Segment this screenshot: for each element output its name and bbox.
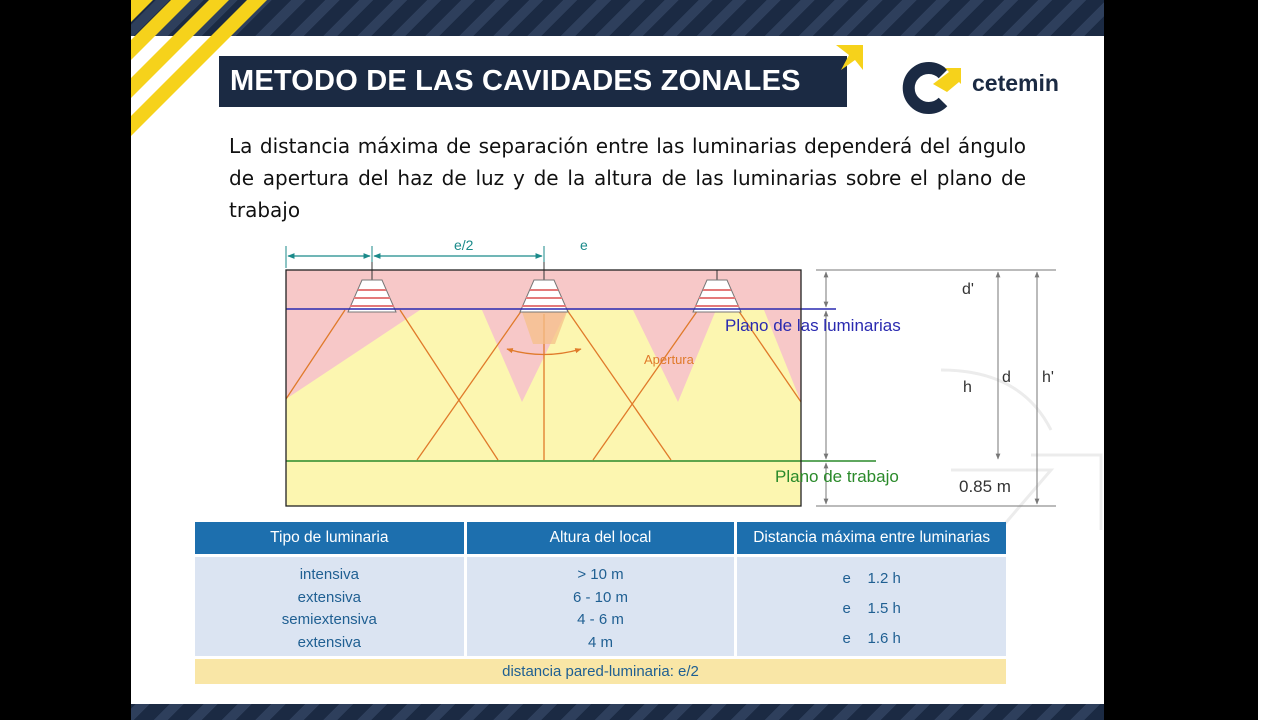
room-height-cell <box>467 557 735 656</box>
intro-paragraph: La distancia máxima de separación entre las luminarias dependerá del ángulo de apertura del haz de luz y de la altura de las luminarias sobre el plano de trabajo <box>229 134 1026 222</box>
header-room-height: Altura del local <box>467 522 735 554</box>
slide-title: METODO DE LAS CAVIDADES ZONALES <box>219 56 847 107</box>
dim-full-label: e <box>580 237 588 253</box>
distance-value: e 1.6 h <box>842 630 901 647</box>
h-label: h <box>963 379 972 396</box>
type-value: extensiva <box>297 588 362 606</box>
luminaire-spacing-table <box>192 522 1009 684</box>
logo-wordmark: cetemin <box>972 70 1059 96</box>
luminaire-spacing-diagram <box>266 232 1054 517</box>
height-value: 6 - 10 m <box>572 588 628 606</box>
type-value: extensiva <box>297 633 362 651</box>
dim-half-label: e/2 <box>454 237 474 253</box>
wall-distance-note: distancia pared-luminaria: e/2 <box>195 659 1006 684</box>
d-label: d <box>1002 369 1011 386</box>
height-value: > 10 m <box>577 566 624 583</box>
height-value: 4 m <box>587 633 613 651</box>
type-value: semiextensiva <box>281 611 377 628</box>
type-value: intensiva <box>299 566 359 583</box>
table-row <box>195 557 1006 656</box>
cetemin-logo-icon <box>903 62 967 114</box>
distance-value: e 1.2 h <box>842 570 901 587</box>
work-height-label: 0.85 m <box>959 477 1011 496</box>
header-max-distance: Distancia máxima entre luminarias <box>737 522 1006 554</box>
aperture-label: Apertura <box>644 352 694 367</box>
header-luminaire-type: Tipo de luminaria <box>195 522 464 554</box>
luminaire-plane-label: Plano de las luminarias <box>725 316 901 335</box>
h-prime-label: h' <box>1042 369 1054 386</box>
luminaire-type-cell <box>195 557 464 656</box>
table-header-row <box>195 522 1006 554</box>
table-footer-row <box>195 659 1006 684</box>
bottom-stripe-band <box>131 704 1104 720</box>
d-prime-label: d' <box>962 281 974 298</box>
window-edge-strip <box>1258 0 1280 720</box>
height-value: 4 - 6 m <box>577 611 624 628</box>
work-plane-label: Plano de trabajo <box>775 467 899 486</box>
max-distance-cell <box>737 557 1006 656</box>
distance-value: e 1.5 h <box>842 600 901 617</box>
slide <box>131 0 1104 720</box>
top-stripe-band <box>131 0 1104 36</box>
arrow-accent-icon <box>831 40 871 80</box>
spacing-dimensions <box>286 246 544 268</box>
